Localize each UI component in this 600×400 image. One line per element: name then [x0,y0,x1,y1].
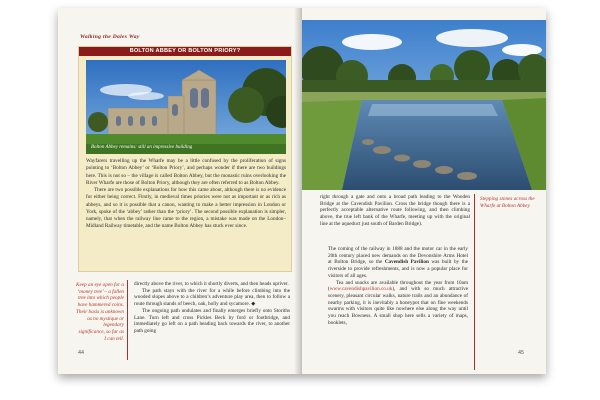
website-link[interactable]: www.cavendishpavilion.co.uk [329,286,393,293]
photo-caption: Bolton Abbey remains: still an impressive building [91,145,193,150]
bolton-abbey-photo [86,60,286,154]
panel-paragraph: Wayfarers travelling up the Wharfe may be a little confused by the proliferation of signs pointing to ‘Bolton Abbey’ or ‘Bolton Priory’, and perhaps wonder if there are two buildings here. This is not so – the village is called Bolton Abbey, but the monastic ruins overlooking the River Wharfe are those of Bolton Priory, although they are often referred to as Bolton Abbey. [86,158,286,186]
body-paragraph: The path stays with the river for a while before climbing into the wooded slopes above to a children’s adventure play area, then to follow a route through stands of beech, oak, holly and sycamore. ◆ [134,287,290,308]
page-number-left: 44 [78,350,84,356]
right-page [302,8,546,374]
cavendish-pavilion-bold: Cavendish Pavilion [384,259,429,266]
info-panel [78,46,292,272]
left-body-text [134,281,290,335]
panel-text [86,158,286,231]
right-body-text [328,246,468,326]
right-column-rule [474,194,475,370]
book-spread [58,8,546,374]
body-paragraph: The ongoing path undulates and finally emerges briefly onto Storiths Lane. Turn left and cross Pickles Beck by ford or footbridge, and immediately go left on a path heading back towards the river, to another path going [134,307,290,334]
left-page [58,8,300,374]
right-sidenote: Stepping stones across the Wharfe at Bolton Abbey [480,196,535,209]
body-paragraph: Tea and snacks are available throughout the year from 10am (www.cavendishpavilion.co.uk), and with so much attractive scenery, pleasant circular walks, nature trails and an abundance of nearby parking, it is inevitably a honeypot that on fine weekends swarms with visitors quite like nowhere else along the way until you reach Bowness. A small shop here sells a variety of maps, booklets, [328,279,468,326]
panel-paragraph: There are two possible explanations for how this came about, although there is no evidence for either being correct. Firstly, in medieval times priories were not as important or as rich as abbeys, and so it is possible that a canon, wanting to make a better impression in London or York, spoke of the ‘abbey’ rather than the ‘priory’. The second possible explanation is simpler, namely, that when the railway line came to the region, a mistake was made on the London–Midland Railway timetable, and the name Bolton Abbey has stuck ever since. [86,187,286,230]
stepping-stones-photo [302,20,546,190]
panel-title: BOLTON ABBEY OR BOLTON PRIORY? [79,47,291,56]
left-sidenote: Keep an eye open for a ‘money tree’ – a fallen tree into which people have hammered coins. Their basis is unknown as no mystique or legendary significance, so far as I can tell. [76,282,124,342]
running-head: Walking the Dales Way [80,34,140,40]
right-top-paragraph: right through a gate and onto a broad path leading to the Wooden Bridge at the Cavendish Pavilion. Cross the bridge though there is a perfectly acceptable alternative route following, and then climbing above, the true left bank of the Wharfe, meeting up with the original line at the aqueduct just south of Barden Bridge). [320,194,470,227]
sidenote-rule [127,280,128,360]
page-number-right: 45 [518,350,524,356]
body-paragraph: The coming of the railway in 1888 and the motor car in the early 20th century placed new demands on the Devonshire Arms Hotel at Bolton Bridge, so the Cavendish Pavilion was built by the riverside to provide refreshments, and is now a popular place for visitors of all ages. [328,246,469,279]
body-paragraph: directly above the river, to which it shortly diverts, and then heads upriver. [134,281,289,287]
